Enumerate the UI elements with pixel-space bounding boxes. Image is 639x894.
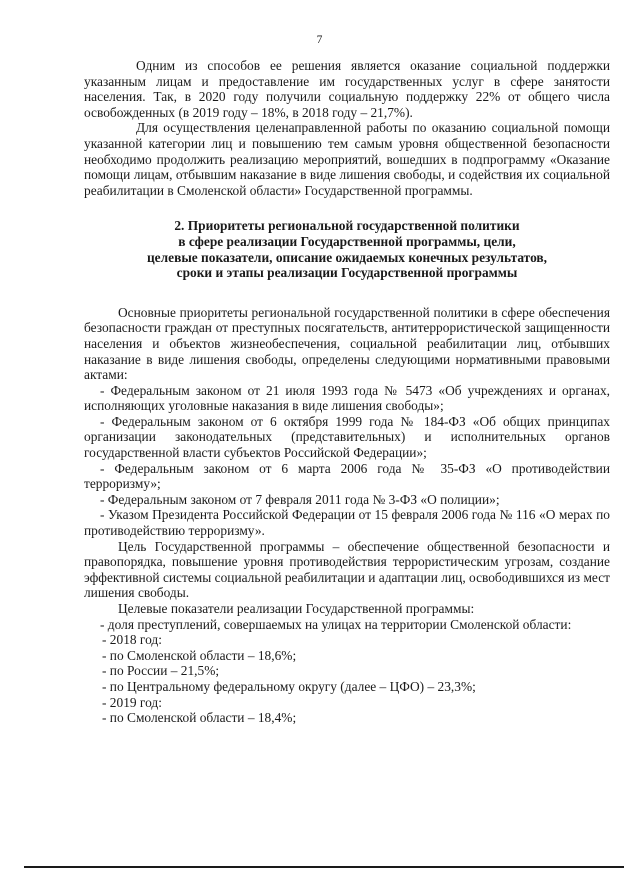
heading-line-1: 2. Приоритеты региональной государственной политики	[174, 218, 520, 234]
legal-act-item: - Федеральным законом от 6 марта 2006 года № 35-ФЗ «О противодействии терроризму»;	[84, 460, 610, 492]
indicator-value: - по Смоленской области – 18,4%;	[102, 710, 297, 726]
paragraph-social-support: Одним из способов ее решения является оказание социальной поддержки указанным лицам и предоставление им государственных услуг в сфере занятости населения. Так, в 2020 году получили социальную поддержку 22% от общего числа освобожденных (в 2019 году – 18%, в 2018 году – 21,7%).	[84, 58, 610, 120]
goal-paragraph: Цель Государственной программы – обеспечение общественной безопасности и правопорядка, повышение уровня противодействия террористическим угрозам, создание эффективной системы социальной реабилитации и адаптации лиц, освободившихся из мест лишения свободы.	[84, 538, 610, 601]
heading-line-4: сроки и этапы реализации Государственной программы	[176, 265, 518, 281]
paragraph-subprogram: Для осуществления целенаправленной работы по оказанию социальной помощи указанной категории лиц и повышению тем самым уровня общественной безопасности необходимо продолжить реализацию мероприятий, вошедших в подпрограмму «Оказание помощи лицам, отбывшим наказание в виде лишения свободы, и содействия их социальной реабилитации в Смоленской области» Государственной программы.	[84, 120, 610, 198]
document-body	[84, 58, 610, 726]
indicator-street-crimes: - доля преступлений, совершаемых на улицах на территории Смоленской области:	[100, 616, 572, 632]
legal-act-item: - Федеральным законом от 6 октября 1999 года № 184-ФЗ «Об общих принципах организации законодательных (представительных) и исполнительных органов государственной власти субъектов Российской Федерации»;	[84, 413, 610, 461]
legal-act-item: - Федеральным законом от 7 февраля 2011 года № 3-ФЗ «О полиции»;	[100, 491, 500, 507]
indicator-value: - по России – 21,5%;	[102, 663, 220, 679]
indicators-intro: Целевые показатели реализации Государственной программы:	[118, 601, 475, 616]
indicator-value: - 2018 год:	[102, 632, 162, 648]
legal-act-item: - Указом Президента Российской Федерации от 15 февраля 2006 года № 116 «О мерах по противодействию терроризму».	[84, 507, 610, 539]
bottom-border-line	[24, 866, 624, 868]
priorities-intro: Основные приоритеты региональной государственной политики в сфере обеспечения безопасности граждан от преступных посягательств, антитеррористической защищенности населения и объектов жизнеобеспечения, социальной реабилитации лиц, отбывших наказание в виде лишения свободы, определены следующими нормативными правовыми актами:	[84, 304, 610, 383]
heading-line-3: целевые показатели, описание ожидаемых конечных результатов,	[146, 249, 548, 265]
page-number: 7	[316, 34, 323, 46]
indicator-value: - по Центральному федеральному округу (далее – ЦФО) – 23,3%;	[102, 678, 476, 694]
legal-act-item: - Федеральным законом от 21 июля 1993 года № 5473 «Об учреждениях и органах, исполняющих уголовные наказания в виде лишения свободы»;	[84, 382, 610, 414]
indicator-value: - 2019 год:	[102, 694, 162, 710]
indicator-value: - по Смоленской области – 18,6%;	[102, 647, 297, 663]
section-heading	[84, 218, 610, 280]
heading-line-2: в сфере реализации Государственной программы, цели,	[178, 233, 516, 249]
